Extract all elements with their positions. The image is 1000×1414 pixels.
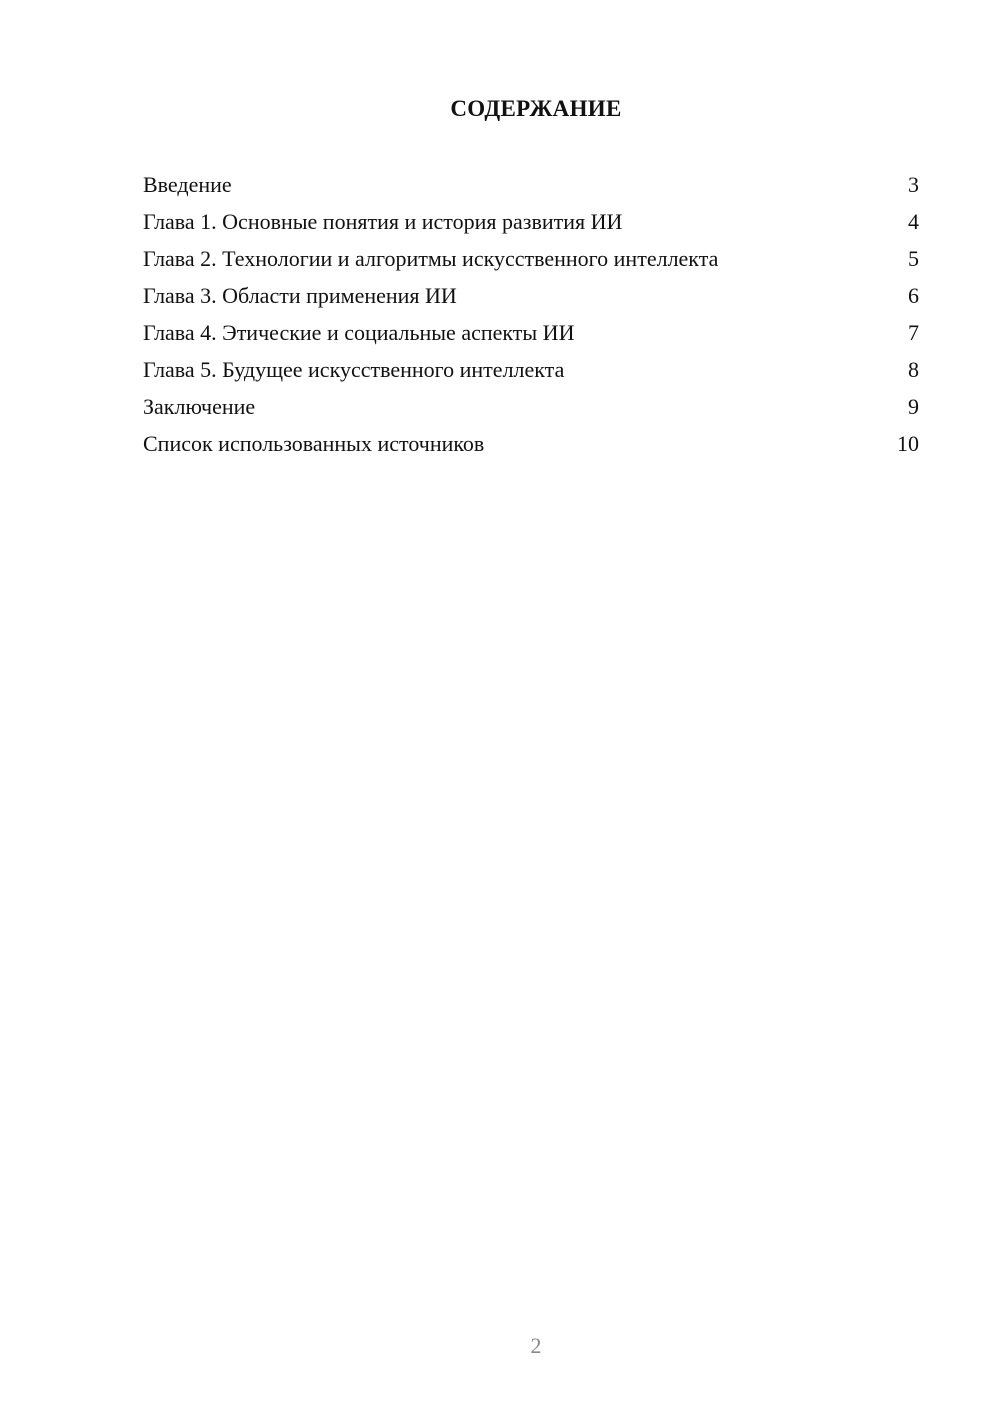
toc-entry-title: Глава 1. Основные понятия и история развития ИИ (143, 209, 623, 234)
toc-entry-page: 3 (908, 172, 919, 197)
toc-entry-title: Введение (143, 172, 232, 197)
toc-entry-title: Заключение (143, 394, 256, 419)
toc-entry-title: Список использованных источников (143, 431, 485, 456)
toc-entry-page: 6 (908, 283, 919, 308)
toc-entry-page: 10 (897, 431, 919, 456)
toc-entry-chapter-3 (143, 281, 919, 318)
page-title: СОДЕРЖАНИЕ (450, 96, 622, 121)
toc-entry-chapter-5 (143, 355, 919, 392)
toc-entry-conclusion (143, 392, 919, 429)
toc-entry-page: 5 (908, 246, 919, 271)
toc-entry-chapter-2 (143, 244, 919, 281)
toc-entry-title: Глава 2. Технологии и алгоритмы искусственного интеллекта (143, 246, 719, 271)
toc-entry-page: 8 (908, 357, 919, 382)
toc-entry-chapter-4 (143, 318, 919, 355)
toc-entry-chapter-1 (143, 207, 919, 244)
toc-entry-page: 7 (908, 320, 919, 345)
page-number: 2 (530, 1333, 542, 1358)
toc-entry-title: Глава 3. Области применения ИИ (143, 283, 457, 308)
toc-entry-title: Глава 5. Будущее искусственного интеллекта (143, 357, 565, 382)
table-of-contents (143, 170, 919, 466)
toc-entry-page: 4 (908, 209, 919, 234)
toc-entry-introduction (143, 170, 919, 207)
toc-entry-references (143, 429, 919, 466)
toc-entry-title: Глава 4. Этические и социальные аспекты ИИ (143, 320, 575, 345)
toc-entry-page: 9 (908, 394, 919, 419)
